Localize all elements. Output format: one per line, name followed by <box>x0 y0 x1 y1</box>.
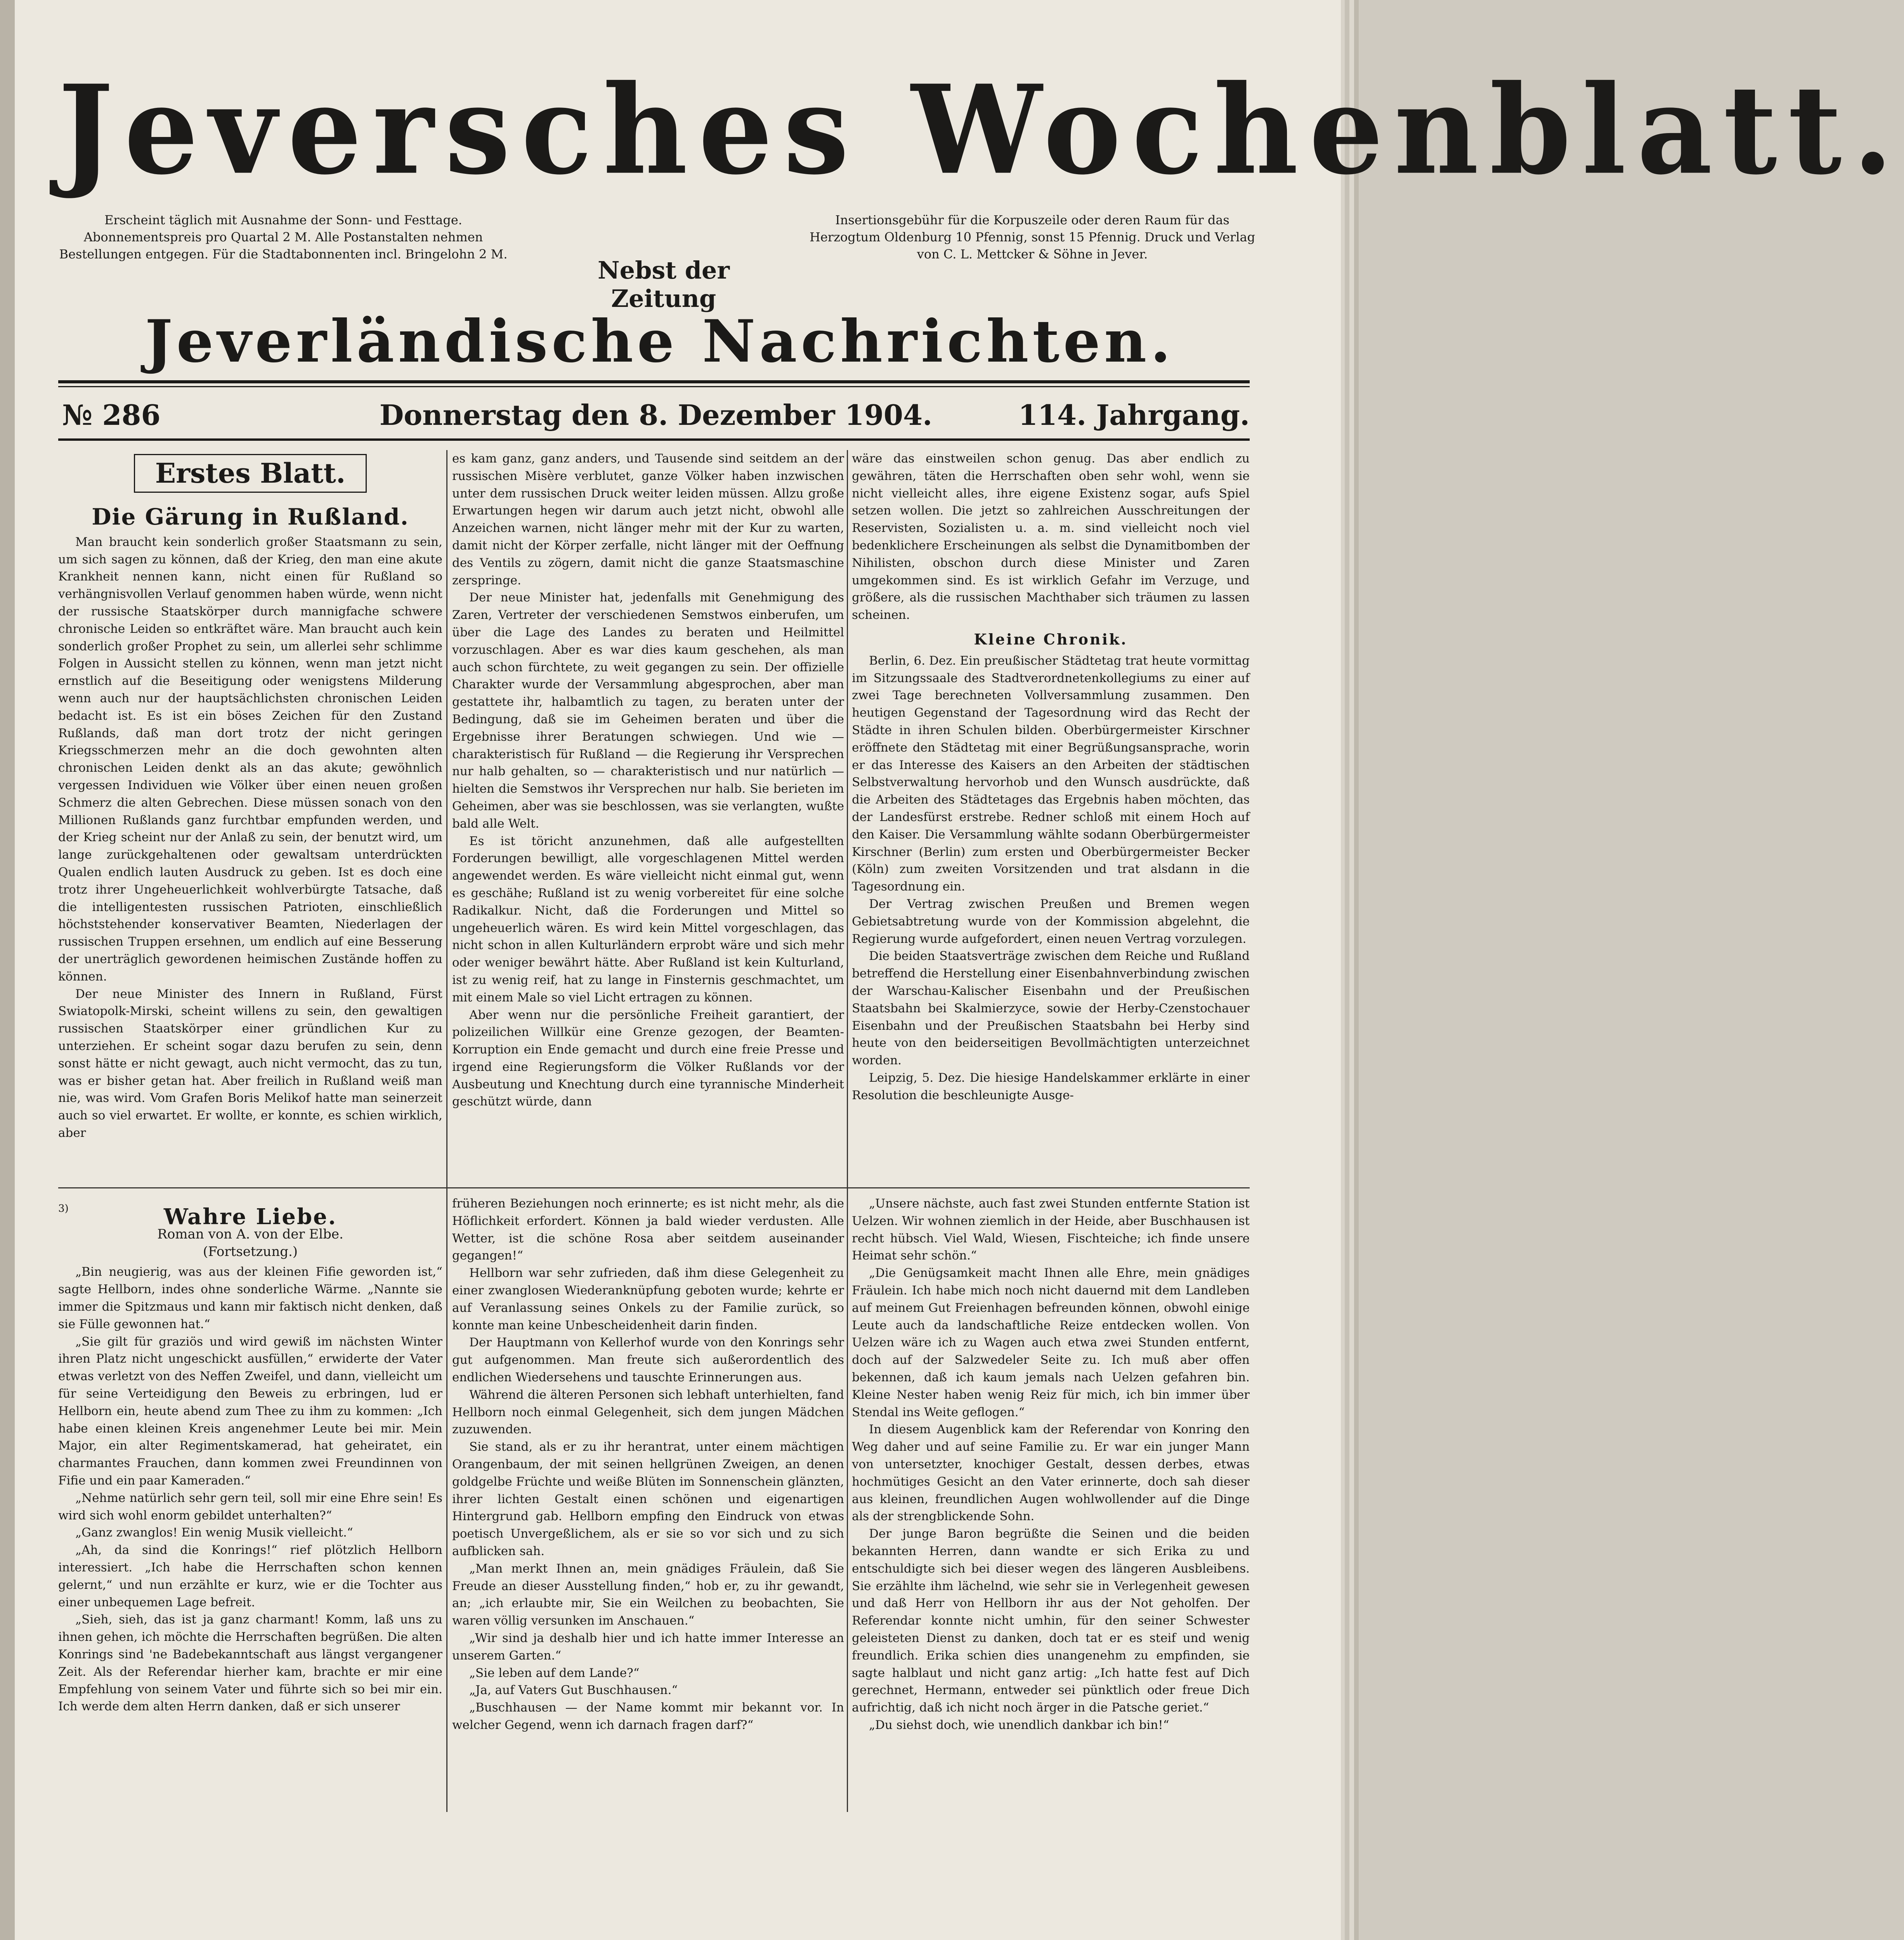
article-headline: Die Gärung in Rußland. <box>92 504 409 530</box>
paragraph: „Ja, auf Vaters Gut Buschhausen.“ <box>469 1683 678 1698</box>
novel-title: Wahre Liebe. <box>163 1204 337 1230</box>
masthead <box>58 58 1904 202</box>
issue-number: № 286 <box>62 398 161 431</box>
rule-below-issue <box>58 438 1250 441</box>
paragraph: „Sie leben auf dem Lande?“ <box>469 1666 640 1680</box>
paragraph: Aber wenn nur die persönliche Freiheit garantiert, der polizeilichen Willkür eine Grenze gezogen, der Beamten-Korruption ein Ende gemacht und durch eine freie Presse und irgend eine Regierungsform die Völker Rußlands vor der Ausbeutung und Knechtung durch eine tyrannische Minderheit geschützt würde, dann <box>452 1008 844 1109</box>
issue-bar <box>62 396 1250 435</box>
paragraph: In diesem Augenblick kam der Referendar von Konring den Weg daher und auf seine Familie zu. Er war ein junger Mann von untersetzter, knochiger Gestalt, dessen derbes, etwas hochmütiges Gesicht an den Vater erinnerte, doch sah dieser aus kleinen, freundlichen Augen wohlwollender auf die Dinge als der strengblickende Sohn. <box>852 1422 1250 1524</box>
advertising-info: Insertionsgebühr für die Korpuszeile oder deren Raum für das Herzogtum Oldenburg 10 Pfennig, sonst 15 Pfennig. Druck und Verlag von C. L. Mettcker & Söhne in Jever. <box>809 213 1255 262</box>
news-item: Berlin, 6. Dez. Ein preußischer Städtetag trat heute vormittag im Sitzungssaale des Stadtverordnetenkollegiums zu einer auf zwei Tage berechneten Vollversammlung zusammen. Den heutigen Gegenstand der Tagesordnung wird das Recht der Städte in ihren Schulen bilden. Oberbürgermeister Kirschner eröffnete den Städtetag mit einer Begrüßungsansprache, worin er das Interesse des Kaisers an den Arbeiten der städtischen Selbstverwaltung hervorhob und den Wunsch ausdrückte, daß die Arbeiten des Städtetages das Ergebnis haben möchten, das der Landesfürst erstrebe. Redner schloß mit einem Hoch auf den Kaiser. Die Versammlung wählte sodann Oberbürgermeister Kirschner (Berlin) zum ersten und Oberbürgermeister Becker (Köln) zum zweiten Vorsitzenden und trat alsdann in die Tagesordnung ein. <box>852 653 1250 894</box>
paragraph: „Ah, da sind die Konrings!“ rief plötzlich Hellborn interessiert. „Ich habe die Herrschaften schon kennen gelernt,“ und nun erzählte er kurz, wie er die Tochter aus einer unbequemen Lage befreit. <box>58 1543 442 1609</box>
paragraph: „Ganz zwanglos! Ein wenig Musik vielleicht.“ <box>75 1526 353 1540</box>
masthead-title: Jeversches Wochenblatt. <box>58 58 1904 202</box>
paragraph: „Unsere nächste, auch fast zwei Stunden entfernte Station ist Uelzen. Wir wohnen ziemlich in der Heide, aber Buschhausen ist recht hübsch. Viel Wald, Wiesen, Fischteiche; ich finde unsere Heimat sehr schön.“ <box>852 1197 1250 1263</box>
paragraph: wäre das einstweilen schon genug. Das aber endlich zu gewähren, täten die Herrschaften oben sehr wohl, wenn sie nicht vielleicht alles, ihre eigene Existenz sogar, aufs Spiel setzen wollen. Die jetzt so zahlreichen Ausschreitungen der Reservisten, Sozialisten u. a. m. sind vielleicht noch viel bedenklichere Erscheinungen als selbst die Dynamitbomben der Nihilisten, obschon durch diese Minister und Zaren umgekommen sind. Es ist wirklich Gefahr im Verzuge, und größere, als die russischen Machthaber sich träumen zu lassen scheinen. <box>852 452 1250 622</box>
section-label: Erstes Blatt. <box>134 454 367 493</box>
paragraph: „Nehme natürlich sehr gern teil, soll mir eine Ehre sein! Es wird sich wohl enorm gebildet unterhalten?“ <box>58 1491 442 1523</box>
paragraph: „Du siehst doch, wie unendlich dankbar ich bin!“ <box>869 1718 1169 1732</box>
lead-article-col3 <box>852 450 1250 1180</box>
novel-col3 <box>852 1195 1250 1820</box>
issue-date: Donnerstag den 8. Dezember 1904. <box>379 398 933 431</box>
paragraph: es kam ganz, ganz anders, und Tausende sind seitdem an der russischen Misère verblutet, ganze Völker haben inzwischen unter dem russischen Druck weiter leiden müssen. Allzu große Erwartungen hegen wir darum auch jetzt nicht, obwohl alle Anzeichen warnen, nicht länger mehr mit der Kur zu warten, damit nicht der Körper zerfalle, nicht länger mit der Oeffnung des Ventils zu zögern, damit nicht die ganze Staatsmaschine zerspringe. <box>452 452 844 587</box>
paragraph: Der junge Baron begrüßte die Seinen und die beiden bekannten Herren, dann wandte er sich Erika zu und entschuldigte sich bei dieser wegen des längeren Ausbleibens. Sie erzählte ihm lächelnd, wie sehr sie in Verlegenheit gewesen und daß Herr von Hellborn ihr aus der Not geholfen. Der Referendar konnte nicht umhin, für den seiner Schwester geleisteten Dienst zu danken, doch tat er es steif und wenig freundlich. Erika schien dies unangenehm zu empfinden, sie sagte halblaut und nicht ganz artig: „Ich hatte fest auf Dich gerechnet, Hermann, entweder sei pünktlich oder freue Dich aufrichtig, daß ich nicht noch ärger in die Patsche geriet.“ <box>852 1527 1250 1715</box>
issue-year: 114. Jahrgang. <box>1018 398 1250 431</box>
paragraph: „Sie gilt für graziös und wird gewiß im nächsten Winter ihren Platz nicht ungeschickt ausfüllen,“ erwiderte der Vater etwas verletzt von des Neffen Zweifel, und dann, vielleicht um für seine Verteidigung den Beweis zu erbringen, lud er Hellborn ein, heute abend zum Thee zu ihm zu kommen: „Ich habe einen kleinen Kreis angenehmer Leute bei mir. Mein Major, ein alter Regimentskamerad, hat geheiratet, ein charmantes Frauchen, dann kommen zwei Freundinnen von Fifie und ein paar Kameraden.“ <box>58 1334 442 1488</box>
paragraph: „Bin neugierig, was aus der kleinen Fifie geworden ist,“ sagte Hellborn, indes ohne sonderliche Wärme. „Nannte sie immer die Spitzmaus und kann mir faktisch nicht denken, daß sie Fülle gewonnen hat.“ <box>58 1265 442 1331</box>
paragraph: „Sieh, sieh, das ist ja ganz charmant! Komm, laß uns zu ihnen gehen, ich möchte die Herrschaften begrüßen. Die alten Konrings sind 'ne Badebekanntschaft aus längst vergangener Zeit. Als der Referendar hierher kam, brachte er mir eine Empfehlung von seinem Vater und führte sich so bei mir ein. Ich werde dem alten Herrn danken, daß er sich unserer <box>58 1613 442 1714</box>
news-item: Die beiden Staatsverträge zwischen dem Reiche und Rußland betreffend die Herstellung einer Eisenbahnverbindung zwischen der Warschau-Kalischer Eisenbahn und der Preußischen Staatsbahn bei Skalmierzyce, sowie der Herby-Czenstochauer Eisenbahn und der Preußischen Staatsbahn bei Herby sind heute von den beiderseitigen Bevollmächtigten unterzeichnet worden. <box>852 949 1250 1068</box>
paragraph: Sie stand, als er zu ihr herantrat, unter einem mächtigen Orangenbaum, der mit seinen hellgrünen Zweigen, an denen goldgelbe Früchte und weiße Blüten im Sonnenschein glänzten, ihrer lichten Gestalt einen schönen und eigenartigen Hintergrund gab. Hellborn empfing den Eindruck von etwas poetisch Unvergeßlichem, als er sie so vor sich und zu sich aufblicken sah. <box>452 1440 844 1558</box>
paragraph: „Buschhausen — der Name kommt mir bekannt vor. In welcher Gegend, wenn ich darnach fragen darf?“ <box>452 1701 844 1732</box>
paragraph: früheren Beziehungen noch erinnerte; es ist nicht mehr, als die Höflichkeit erfordert. Können ja bald wieder verdusten. Alle Wetter, ist die schöne Rosa aber seitdem auseinander gegangen!“ <box>452 1197 844 1263</box>
column-divider <box>446 450 447 1812</box>
news-item: Der Vertrag zwischen Preußen und Bremen wegen Gebietsabtretung wurde von der Kommission abgelehnt, die Regierung wurde aufgefordert, einen neuen Vertrag vorzulegen. <box>852 897 1250 946</box>
lead-article-col1 <box>58 450 442 1180</box>
novel-col1 <box>58 1204 442 1824</box>
masthead-subtitle: Jeverländische Nachrichten. <box>145 307 1175 376</box>
paragraph: Hellborn war sehr zufrieden, daß ihm diese Gelegenheit zu einer zwanglosen Wiederanknüpfung geboten wurde; kehrte er auf Veranlassung seines Onkels zu der Familie zurück, so konnte man keine Unbescheidenheit darin finden. <box>452 1266 844 1332</box>
chronicle-heading: Kleine Chronik. <box>974 630 1128 648</box>
rule-top-thick <box>58 380 1250 383</box>
paragraph: Man braucht kein sonderlich großer Staatsmann zu sein, um sich sagen zu können, daß der Krieg, den man eine akute Krankheit nennen kann, nicht einen für Rußland so verhängnisvollen Verlauf genommen haben würde, wenn nicht der russische Staatskörper durch mannigfache schwere chronische Leiden so entkräftet wäre. Man braucht auch kein sonderlich großer Prophet zu sein, um allerlei sehr schlimme Folgen in Aussicht stellen zu können, wenn man jetzt nicht ernstlich auf die Beseitigung oder wenigstens Milderung wenn auch nur der hauptsächlichsten chronischen Leiden bedacht ist. Es ist ein böses Zeichen für den Zustand Rußlands, daß man dort trotz der nicht geringen Kriegsschmerzen mehr an die doch gewohnten alten chronischen Leiden denkt als an das akute; gewöhnlich vergessen Individuen wie Völker über einen neuen großen Schmerz die alten Gebrechen. Diese müssen sonach von den Millionen Rußlands ganz furchtbar empfunden werden, und der Krieg scheint nur der Anlaß zu sein, der benutzt wird, um lange zurückgehaltenen oder gewaltsam unterdrückten Qualen endlich lauten Ausdruck zu geben. Ist es doch eine trotz ihrer Ungeheuerlichkeit wohlverbürgte Tatsache, daß die intelligentesten russischen Patrioten, einschließlich höchststehender konservativer Beamten, Niederlagen der russischen Truppen ersehnen, um endlich auf eine Besserung der unerträglich gewordenen heimischen Zustände hoffen zu können. <box>58 535 442 984</box>
paragraph: Es ist töricht anzunehmen, daß alle aufgestellten Forderungen bewilligt, alle vorgeschlagenen Mittel werden angewendet werden. Es wäre vielleicht nicht einmal gut, wenn es geschähe; Rußland ist zu wenig vorbereitet für eine solche Radikalkur. Nicht, daß die Forderungen und Mittel so ungeheuerlich wären. Es wird kein Mittel vorgeschlagen, das nicht schon in allen Kulturländern erprobt wäre und sich mehr oder weniger bewährt hätte. Aber Rußland ist kein Kulturland, ist zu wenig reif, hat zu lange in Finsternis geschmachtet, um mit einem Male so viel Licht ertragen zu können. <box>452 834 844 1005</box>
feuilleton-divider <box>58 1187 1250 1188</box>
paragraph: Der Hauptmann von Kellerhof wurde von den Konrings sehr gut aufgenommen. Man freute sich außerordentlich des endlichen Wiedersehens und tauschte Erinnerungen aus. <box>452 1335 844 1384</box>
paragraph: „Wir sind ja deshalb hier und ich hatte immer Interesse an unserem Garten.“ <box>452 1631 844 1663</box>
supplement-note: Nebst der Zeitung <box>597 256 730 313</box>
rule-top-thin <box>58 386 1250 387</box>
binding-edge <box>0 0 15 1940</box>
novel-col2 <box>452 1195 844 1820</box>
news-item: Leipzig, 5. Dez. Die hiesige Handelskammer erklärte in einer Resolution die beschleunigte Ausge- <box>852 1070 1250 1102</box>
column-divider <box>847 450 848 1812</box>
paragraph: „Man merkt Ihnen an, mein gnädiges Fräulein, daß Sie Freude an dieser Ausstellung finden,“ hob er, zu ihr gewandt, an; „ich erlaubte mir, Sie ein Weilchen zu beobachten, Sie waren völlig versunken im Anschauen.“ <box>452 1561 844 1628</box>
paragraph: Während die älteren Personen sich lebhaft unterhielten, fand Hellborn noch einmal Gelegenheit, sich dem jungen Mädchen zuzuwenden. <box>452 1387 844 1437</box>
installment-mark: 3) <box>58 1203 69 1214</box>
paragraph: „Die Genügsamkeit macht Ihnen alle Ehre, mein gnädiges Fräulein. Ich habe mich noch nicht dauernd mit dem Landleben auf meinem Gut Freienhagen befreunden können, obwohl einige Leute auch da landschaftliche Reize entdecken wollen. Von Uelzen wäre ich zu Wagen auch etwa zwei Stunden entfernt, doch auf der Salzwedeler Seite zu. Ich muß aber offen bekennen, daß ich kaum jemals nach Uelzen gefahren bin. Kleine Nester haben wenig Reiz für mich, ich bin immer über Stendal ins Weite geflogen.“ <box>852 1266 1250 1419</box>
lead-article-col2 <box>452 450 844 1180</box>
paragraph: Der neue Minister des Innern in Rußland, Fürst Swiatopolk-Mirski, scheint willens zu sein, den gewaltigen russischen Staatskörper einer gründlichen Kur zu unterziehen. Er scheint sogar dazu berufen zu sein, denn sonst hätte er nicht gewagt, auch nicht vermocht, das zu tun, was er bisher getan hat. Aber freilich in Rußland weiß man nie, was wird. Vom Grafen Boris Melikof hatte man seinerzeit auch so viel erwartet. Er wollte, er konnte, es schien wirklich, aber <box>58 987 442 1140</box>
novel-author: Roman von A. von der Elbe. <box>157 1226 343 1242</box>
subscription-info: Erscheint täglich mit Ausnahme der Sonn- und Festtage. Abonnementspreis pro Quartal 2 M. Alle Postanstalten nehmen Bestellungen entgegen. Für die Stadtabonnenten incl. Bringelohn 2 M. <box>59 213 508 262</box>
paragraph: Der neue Minister hat, jedenfalls mit Genehmigung des Zaren, Vertreter der verschiedenen Semstwos einberufen, um über die Lage des Landes zu beraten und Heilmittel vorzuschlagen. Aber es war dies kaum geschehen, als man auch schon fürchtete, zu weit gegangen zu sein. Der offizielle Charakter wurde der Versammlung abgesprochen, aber man gestattete ihr, halbamtlich zu tagen, zu beraten unter der Bedingung, daß sie im Geheimen beraten und über die Ergebnisse ihrer Beratungen schwiegen. Und wie — charakteristisch für Rußland — die Regierung ihr Versprechen nur halb gehalten, so — charakteristisch und nur natürlich — hielten die Semstwos ihr Versprechen nur halb. Sie berieten im Geheimen, aber was sie beschlossen, was sie verlangten, wußte bald alle Welt. <box>452 591 844 831</box>
novel-continuation: (Fortsetzung.) <box>203 1244 298 1259</box>
